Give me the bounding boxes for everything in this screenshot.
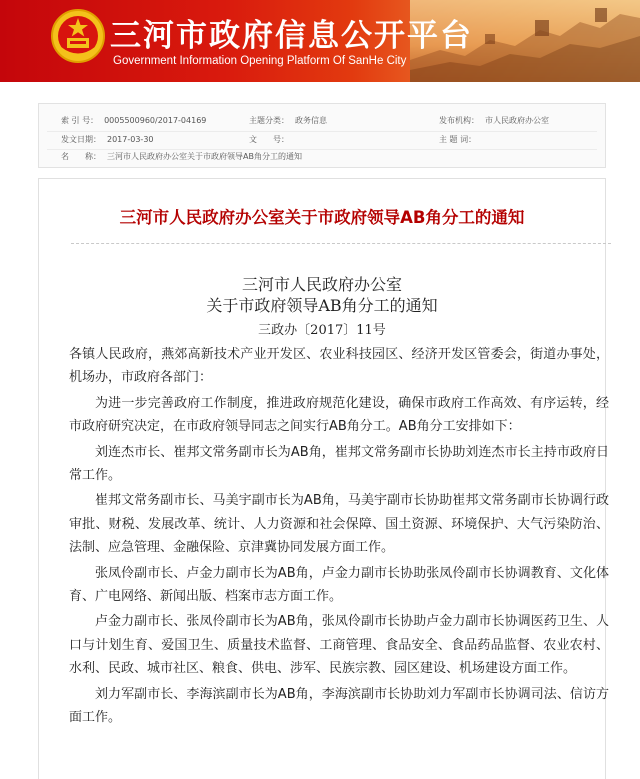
paragraph: 刘力军副市长、李海滨副市长为AB角，李海滨副市长协助刘力军副市长协调司法、信访方面工作。 (69, 686, 609, 726)
paragraph: 张凤伶副市长、卢金力副市长为AB角，卢金力副市长协助张凤伶副市长协调教育、文化体育、广电网络、新闻出版、档案市志方面工作。 (69, 565, 609, 605)
meta-publisher-label: 发布机构： (439, 116, 479, 125)
document-meta-box (38, 103, 606, 168)
document-body (69, 343, 609, 730)
meta-date-value: 2017-03-30 (107, 135, 154, 144)
meta-keywords (439, 134, 482, 145)
site-subtitle: Government Information Opening Platform Of SanHe City (113, 55, 407, 67)
meta-category-label: 主题分类： (249, 116, 289, 125)
meta-row-3 (39, 148, 605, 166)
meta-name-label: 名 称： (61, 152, 101, 161)
title-divider (71, 243, 611, 244)
meta-publisher-value: 市人民政府办公室 (485, 116, 549, 125)
meta-keywords-label: 主 题 词： (439, 135, 477, 144)
notice-title: 关于市政府领导AB角分工的通知 (206, 296, 438, 315)
national-emblem-icon[interactable] (50, 8, 106, 64)
paragraph: 为进一步完善政府工作制度，推进政府规范化建设，确保市政府工作高效、有序运转，经市政府研究决定，在市政府领导同志之间实行AB角分工。AB角分工安排如下： (69, 395, 609, 435)
paragraph: 卢金力副市长、张凤伶副市长为AB角，张凤伶副市长协助卢金力副市长协调医药卫生、人口与计划生育、爱国卫生、质量技术监督、工商管理、食品安全、食品药品监督、农业农村、水利、民政、城市社区、粮食、供电、涉军、民族宗教、园区建设、机场建设方面工作。 (69, 614, 609, 677)
meta-date (61, 134, 154, 145)
meta-index (61, 115, 206, 126)
meta-index-label: 索 引 号： (61, 116, 99, 125)
paragraph: 崔邦文常务副市长、马美宇副市长为AB角，马美宇副市长协助崔邦文常务副市长协调行政审批、财税、发展改革、统计、人力资源和社会保障、国土资源、环境保护、大气污染防治、法制、应急管理、金融保险、京津冀协同发展方面工作。 (69, 493, 609, 556)
header-banner (0, 0, 640, 82)
document-title: 三河市人民政府办公室关于市政府领导AB角分工的通知 (119, 208, 525, 227)
meta-index-value: 0005500960/2017-04169 (104, 116, 207, 125)
site-title: 三河市政府信息公开平台 (110, 18, 473, 54)
meta-docno (249, 134, 295, 145)
meta-name-value: 三河市人民政府办公室关于市政府领导AB角分工的通知 (107, 152, 302, 161)
meta-row-2 (39, 131, 605, 149)
meta-docno-label: 文 号： (249, 135, 289, 144)
paragraph-recipients: 各镇人民政府，燕郊高新技术产业开发区、农业科技园区、经济开发区管委会，街道办事处，机场办，市政府各部门： (69, 347, 609, 386)
meta-publisher (439, 115, 549, 126)
meta-row-1 (39, 112, 605, 130)
document-number: 三政办〔2017〕11号 (258, 323, 386, 338)
meta-name (61, 151, 302, 162)
meta-category-value: 政务信息 (295, 116, 327, 125)
meta-date-label: 发文日期： (61, 135, 101, 144)
meta-category (249, 115, 327, 126)
paragraph: 刘连杰市长、崔邦文常务副市长为AB角，崔邦文常务副市长协助刘连杰市长主持市政府日常工作。 (69, 444, 609, 484)
document-content (38, 178, 609, 779)
issuing-org: 三河市人民政府办公室 (241, 275, 402, 294)
